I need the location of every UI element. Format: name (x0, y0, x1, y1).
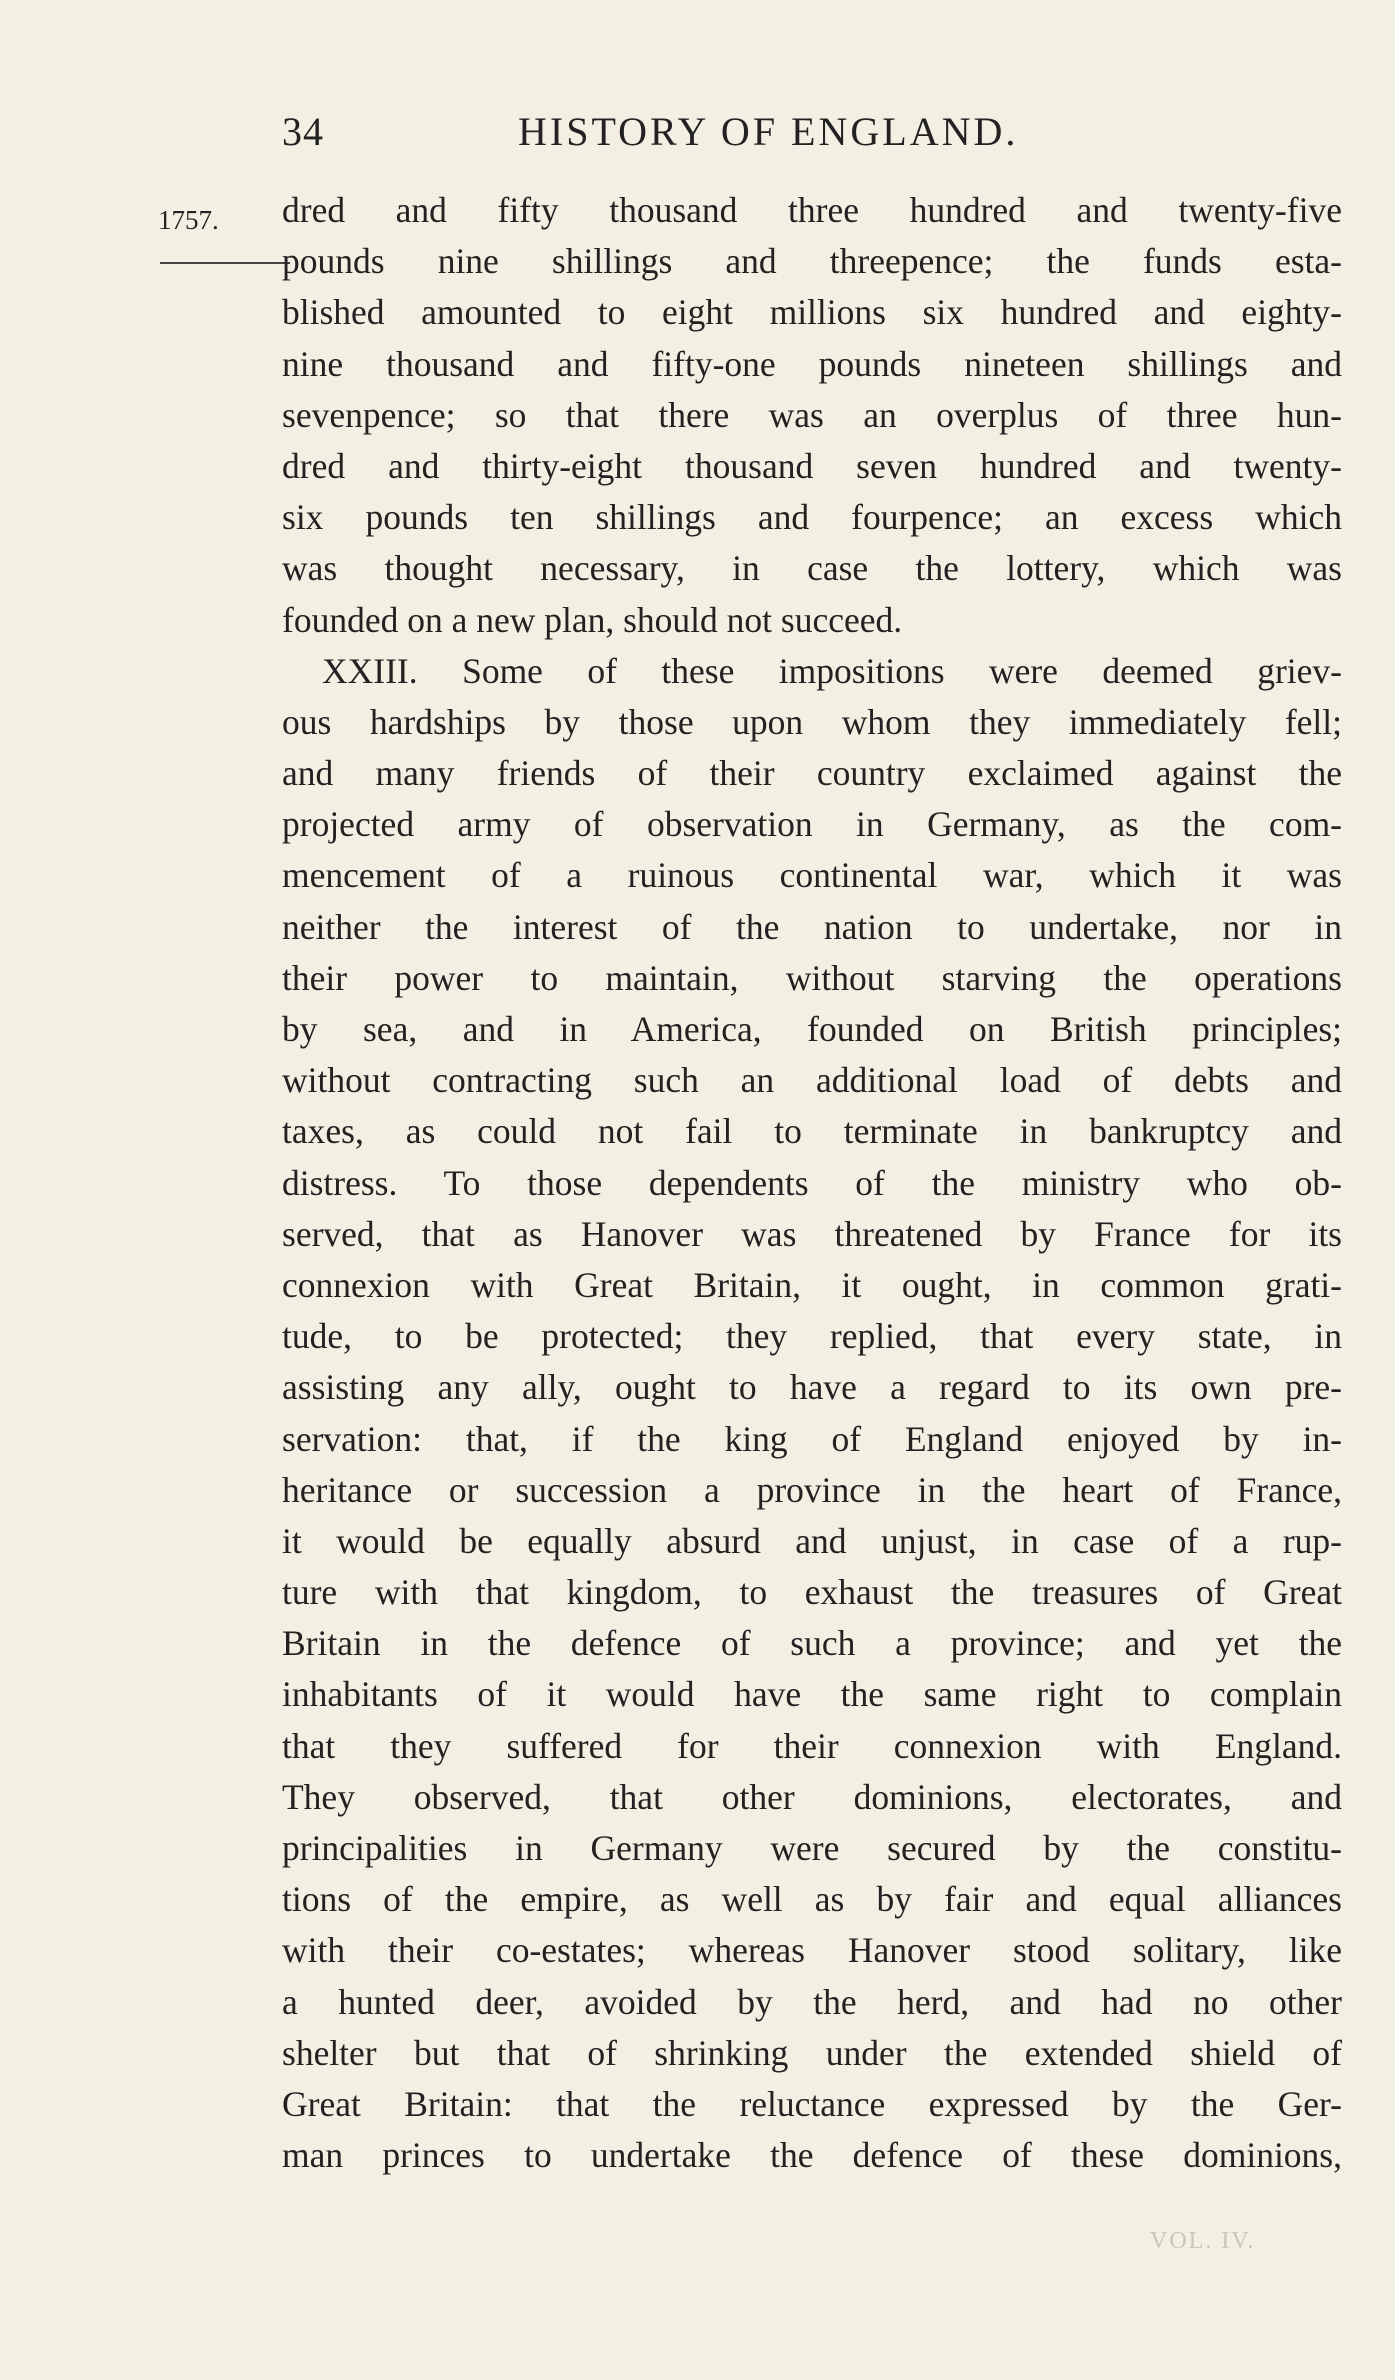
text-line: with their co-estates; whereas Hanover stood solitary, like (282, 1930, 1342, 1971)
text-line: inhabitants of it would have the same right to complain (282, 1674, 1342, 1715)
margin-year: 1757. (158, 205, 219, 235)
text-line: servation: that, if the king of England enjoyed by in- (282, 1418, 1342, 1459)
text-line: projected army of observation in Germany, as the com- (282, 804, 1342, 845)
text-line: heritance or succession a province in the heart of France, (282, 1469, 1342, 1510)
text-line: it would be equally absurd and unjust, in case of a rup- (282, 1520, 1342, 1561)
text-line: dred and fifty thousand three hundred and twenty-five (282, 190, 1342, 230)
text-line: principalities in Germany were secured by the constitu- (282, 1828, 1342, 1868)
text-line: that they suffered for their connexion with England. (282, 1725, 1342, 1766)
section-start-line: XXIII. Some of these impositions were deemed griev- (322, 650, 1342, 691)
text-line: taxes, as could not fail to terminate in bankruptcy and (282, 1111, 1342, 1152)
text-line: dred and thirty-eight thousand seven hundred and twenty- (282, 445, 1342, 486)
margin-rule (160, 262, 290, 264)
text-line: blished amounted to eight millions six hundred and eighty- (282, 292, 1342, 333)
text-line: Britain in the defence of such a province; and yet the (282, 1623, 1342, 1664)
text-line: their power to maintain, without starving the operations (282, 957, 1342, 998)
text-line: served, that as Hanover was threatened by France for its (282, 1213, 1342, 1254)
text-line: neither the interest of the nation to undertake, nor in (282, 906, 1342, 947)
text-line: was thought necessary, in case the lottery, which was (282, 548, 1342, 589)
running-title: HISTORY OF ENGLAND. (518, 109, 1019, 154)
text-line: ture with that kingdom, to exhaust the treasures of Great (282, 1572, 1342, 1613)
text-line: shelter but that of shrinking under the extended shield of (282, 2032, 1342, 2073)
page-number: 34 (282, 109, 324, 154)
text-line: and many friends of their country exclaimed against the (282, 753, 1342, 794)
text-line: by sea, and in America, founded on British principles; (282, 1009, 1342, 1049)
text-line: connexion with Great Britain, it ought, in common grati- (282, 1264, 1342, 1305)
signature-mark: VOL. IV. (1150, 2228, 1256, 2254)
text-line: founded on a new plan, should not succeed. (282, 599, 903, 640)
text-line: tions of the empire, as well as by fair and equal alliances (282, 1879, 1342, 1920)
text-line: a hunted deer, avoided by the herd, and had no other (282, 1981, 1342, 2022)
text-line: without contracting such an additional load of debts and (282, 1060, 1342, 1101)
text-line: six pounds ten shillings and fourpence; an excess which (282, 497, 1342, 538)
text-line: They observed, that other dominions, electorates, and (282, 1776, 1342, 1817)
text-line: pounds nine shillings and threepence; the funds esta- (282, 241, 1342, 282)
text-line: assisting any ally, ought to have a regard to its own pre- (282, 1367, 1342, 1408)
text-line: mencement of a ruinous continental war, which it was (282, 855, 1342, 896)
text-line: man princes to undertake the defence of these dominions, (282, 2135, 1342, 2176)
text-line: nine thousand and fifty-one pounds nineteen shillings and (282, 343, 1342, 384)
text-line: ous hardships by those upon whom they immediately fell; (282, 701, 1342, 742)
text-line: distress. To those dependents of the ministry who ob- (282, 1162, 1342, 1203)
text-line: Great Britain: that the reluctance expressed by the Ger- (282, 2083, 1342, 2124)
text-line: tude, to be protected; they replied, that every state, in (282, 1316, 1342, 1357)
running-head (282, 108, 1342, 168)
text-line: sevenpence; so that there was an overplus of three hun- (282, 394, 1342, 435)
body-text (282, 185, 1342, 2181)
